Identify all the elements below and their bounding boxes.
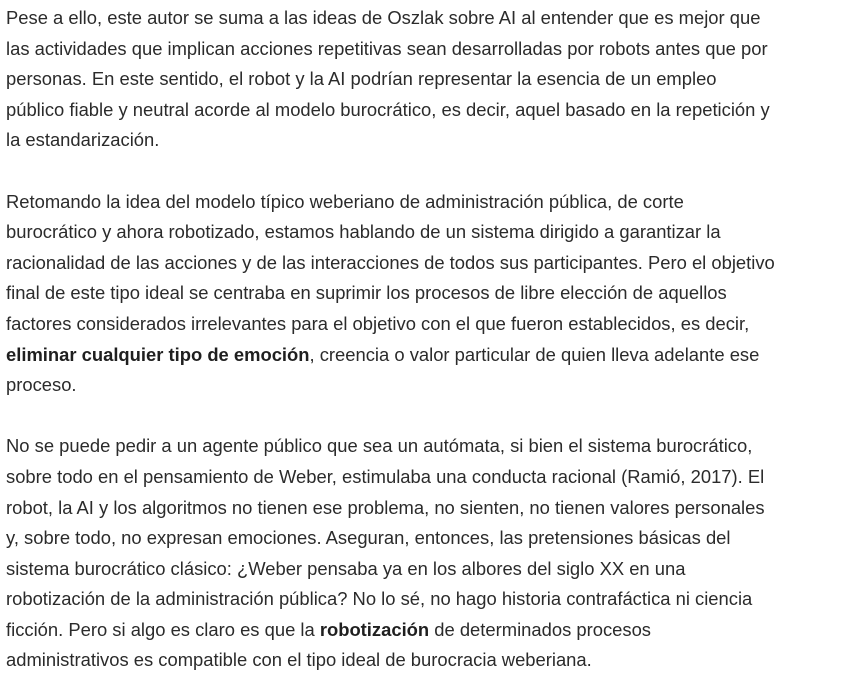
paragraph-3-text-after: de determinados procesos administrativos es compatible con el tipo ideal de burocracia weberiana. <box>6 618 651 671</box>
paragraph-3-text-before: No se puede pedir a un agente público que sea un autómata, si bien el sistema burocrático, sobre todo en el pensamiento de Weber, estimulaba una conducta racional (Ramió, 2017). El robot, la AI y los algoritmos no tienen ese problema, no sienten, no tienen valores personales y, sobre todo, no expresan emociones. Aseguran, entonces, las pretensiones básicas del sistema burocrático clásico: ¿Weber pensaba ya en los albores del siglo XX en una robotización de la administración pública? No lo sé, no hago historia contrafáctica ni ciencia ficción. Pero si algo es claro es que la <box>6 435 765 640</box>
paragraph-2-bold-phrase: eliminar cualquier tipo de emoción <box>6 343 310 365</box>
paragraph-2 <box>6 187 776 401</box>
paragraph-2-text-before: Retomando la idea del modelo típico weberiano de administración pública, de corte burocrático y ahora robotizado, estamos hablando de un sistema dirigido a garantizar la racionalidad de las acciones y de las interacciones de todos sus participantes. Pero el objetivo final de este tipo ideal se centraba en suprimir los procesos de libre elección de aquellos factores considerados irrelevantes para el objetivo con el que fueron establecidos, es decir, <box>6 190 775 334</box>
article-body <box>6 3 776 676</box>
paragraph-1-text: Pese a ello, este autor se suma a las ideas de Oszlak sobre AI al entender que es mejor que las actividades que implican acciones repetitivas sean desarrolladas por robots antes que por personas. En este sentido, el robot y la AI podrían representar la esencia de un empleo público fiable y neutral acorde al modelo burocrático, es decir, aquel basado en la repetición y la estandarización. <box>6 7 770 151</box>
paragraph-2-text-after: , creencia o valor particular de quien lleva adelante ese proceso. <box>6 343 760 396</box>
paragraph-3-bold-phrase: robotización <box>319 618 430 640</box>
paragraph-3 <box>6 431 776 676</box>
paragraph-1 <box>6 3 776 156</box>
